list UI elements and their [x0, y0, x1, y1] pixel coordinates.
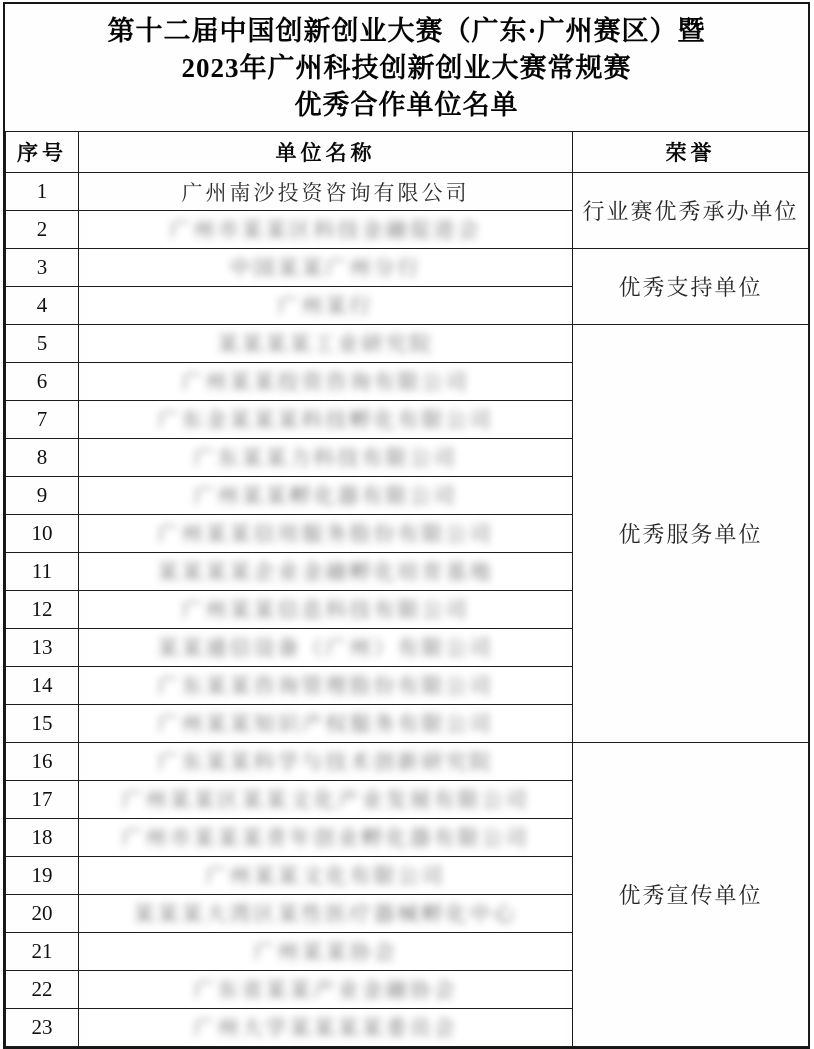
unit-name-blurred: 广州某某信息科技有限公司 — [181, 598, 470, 622]
unit-name-blurred: 广东某某科学与技术创新研究院 — [157, 750, 494, 774]
redacted-band — [87, 212, 564, 247]
unit-name-blurred: 某某某大湾区某性医疗器械孵化中心 — [133, 902, 518, 926]
unit-name-text: 广州南沙投资咨询有限公司 — [181, 180, 470, 205]
row-number-cell: 14 — [6, 667, 79, 705]
row-number-cell: 20 — [6, 895, 79, 933]
unit-name-cell — [79, 743, 573, 781]
row-number-cell: 1 — [6, 173, 79, 211]
redacted-band — [87, 744, 564, 779]
unit-name-blurred: 某某某某工业研究院 — [217, 332, 434, 356]
unit-name-cell — [79, 629, 573, 667]
unit-name-blurred: 广州某某区某某文化产业发展有限公司 — [121, 788, 530, 812]
redacted-band — [87, 364, 564, 399]
unit-name-blurred: 广州某某文化有限公司 — [205, 864, 446, 888]
document-sheet — [3, 2, 810, 1049]
redacted-band — [87, 706, 564, 741]
row-number-cell: 12 — [6, 591, 79, 629]
title-line-2: 2023年广州科技创新创业大赛常规赛 — [181, 53, 632, 83]
header-serial-number: 序号 — [6, 132, 79, 173]
unit-name-cell — [79, 211, 573, 249]
unit-name-cell — [79, 249, 573, 287]
row-number-cell: 3 — [6, 249, 79, 287]
row-number-cell: 10 — [6, 515, 79, 553]
honor-cell: 优秀服务单位 — [573, 325, 809, 743]
redacted-band — [87, 554, 564, 589]
redacted-band — [87, 516, 564, 551]
unit-name-cell — [79, 401, 573, 439]
header-honor: 荣誉 — [573, 132, 809, 173]
redacted-band — [87, 630, 564, 665]
row-number-cell: 11 — [6, 553, 79, 591]
row-number-cell: 2 — [6, 211, 79, 249]
redacted-band — [87, 896, 564, 931]
header-unit-name: 单位名称 — [79, 132, 573, 173]
unit-name-cell — [79, 287, 573, 325]
row-number-cell: 17 — [6, 781, 79, 819]
redacted-band — [87, 858, 564, 893]
unit-name-blurred: 广东省某某产业金融协会 — [193, 978, 458, 1002]
redacted-band — [87, 440, 564, 475]
honor-cell: 优秀支持单位 — [573, 249, 809, 325]
unit-name-cell — [79, 819, 573, 857]
unit-name-blurred: 广州某某协会 — [253, 940, 398, 964]
row-number-cell: 9 — [6, 477, 79, 515]
unit-name-cell — [79, 591, 573, 629]
table-row — [6, 743, 809, 781]
unit-name-cell — [79, 895, 573, 933]
table-row — [6, 249, 809, 287]
unit-name-blurred: 广东某某咨询管理股份有限公司 — [157, 674, 494, 698]
unit-name-cell — [79, 857, 573, 895]
row-number-cell: 15 — [6, 705, 79, 743]
cooperation-units-table — [5, 131, 809, 1047]
unit-name-cell — [79, 971, 573, 1009]
honor-cell: 行业赛优秀承办单位 — [573, 173, 809, 249]
row-number-cell: 18 — [6, 819, 79, 857]
redacted-band — [87, 326, 564, 361]
unit-name-blurred: 广州大学某某某某委员会 — [193, 1016, 458, 1040]
unit-name-cell — [79, 515, 573, 553]
redacted-band — [87, 250, 564, 285]
unit-name-cell — [79, 933, 573, 971]
unit-name-cell — [79, 477, 573, 515]
redacted-band — [87, 478, 564, 513]
unit-name-cell — [79, 173, 573, 211]
unit-name-cell — [79, 1009, 573, 1047]
unit-name-cell — [79, 553, 573, 591]
redacted-band — [87, 1010, 564, 1045]
redacted-band — [87, 288, 564, 323]
redacted-band — [87, 972, 564, 1007]
unit-name-blurred: 广州某行 — [277, 294, 374, 318]
unit-name-blurred: 广州市某某区科技金融促进会 — [169, 218, 482, 242]
document-title — [5, 4, 808, 131]
row-number-cell: 21 — [6, 933, 79, 971]
unit-name-blurred: 某某通信设备（广州）有限公司 — [157, 636, 494, 660]
unit-name-blurred: 中国某某广州分行 — [229, 256, 422, 280]
row-number-cell: 13 — [6, 629, 79, 667]
row-number-cell: 8 — [6, 439, 79, 477]
title-line-1: 第十二届中国创新创业大赛（广东·广州赛区）暨 — [107, 16, 706, 46]
row-number-cell: 23 — [6, 1009, 79, 1047]
unit-name-blurred: 广州市某某某青年创业孵化器有限公司 — [121, 826, 530, 850]
unit-name-cell — [79, 705, 573, 743]
unit-name-cell — [79, 667, 573, 705]
row-number-cell: 7 — [6, 401, 79, 439]
row-number-cell: 16 — [6, 743, 79, 781]
row-number-cell: 5 — [6, 325, 79, 363]
redacted-band — [87, 592, 564, 627]
redacted-band — [87, 820, 564, 855]
honor-cell: 优秀宣传单位 — [573, 743, 809, 1047]
unit-name-blurred: 广州某某信用服务股份有限公司 — [157, 522, 494, 546]
unit-name-blurred: 广州某某知识产权服务有限公司 — [157, 712, 494, 736]
unit-name-blurred: 广东某某力科技有限公司 — [193, 446, 458, 470]
redacted-band — [87, 402, 564, 437]
row-number-cell: 6 — [6, 363, 79, 401]
unit-name-cell — [79, 439, 573, 477]
unit-name-blurred: 广州某某孵化器有限公司 — [193, 484, 458, 508]
unit-name-blurred: 广东金某某某科技孵化有限公司 — [157, 408, 494, 432]
row-number-cell: 19 — [6, 857, 79, 895]
header-row — [6, 132, 809, 173]
row-number-cell: 4 — [6, 287, 79, 325]
unit-name-blurred: 某某某某企业金融孵化培育基地 — [157, 560, 494, 584]
redacted-band — [87, 934, 564, 969]
unit-name-cell — [79, 325, 573, 363]
redacted-band — [87, 782, 564, 817]
unit-name-blurred: 广州某某投资咨询有限公司 — [181, 370, 470, 394]
redacted-band — [87, 668, 564, 703]
title-line-3: 优秀合作单位名单 — [294, 90, 519, 120]
table-row — [6, 173, 809, 211]
table-row — [6, 325, 809, 363]
unit-name-cell — [79, 363, 573, 401]
row-number-cell: 22 — [6, 971, 79, 1009]
unit-name-cell — [79, 781, 573, 819]
